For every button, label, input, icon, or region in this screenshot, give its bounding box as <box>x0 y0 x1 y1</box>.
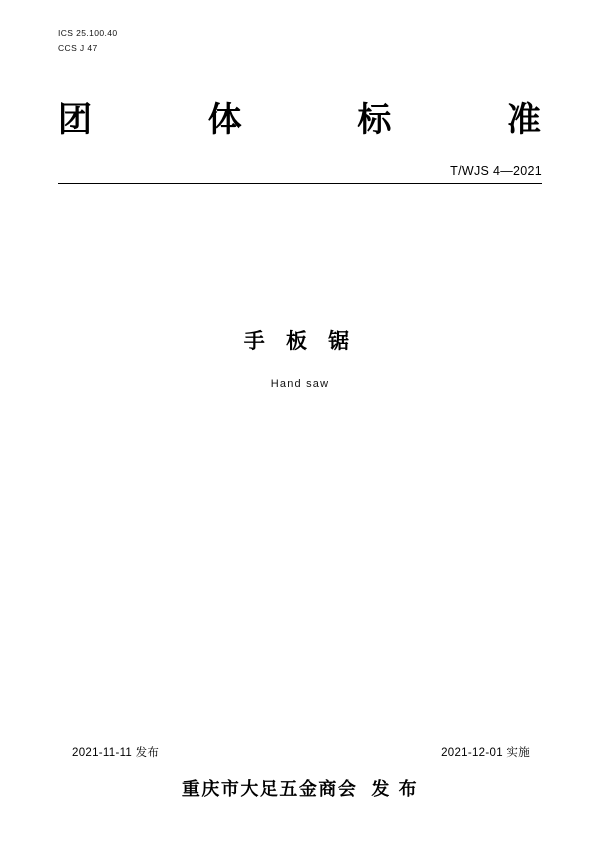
document-title-en: Hand saw <box>270 378 330 390</box>
standard-type-char-1: 团 <box>58 100 93 140</box>
standard-type-char-2: 体 <box>207 100 243 140</box>
issue-date: 2021-11-11 发布 <box>72 747 160 759</box>
effective-date: 2021-12-01 实施 <box>441 747 530 759</box>
standard-type-char-3: 标 <box>357 100 393 140</box>
standard-type-heading <box>58 100 542 140</box>
publisher-name: 重庆市大足五金商会 <box>181 779 358 800</box>
ics-code: ICS 25.100.40 <box>58 28 118 38</box>
standard-number: T/WJS 4—2021 <box>450 164 542 178</box>
standard-type-char-4: 准 <box>506 100 542 140</box>
ccs-code: CCS J 47 <box>58 43 98 53</box>
publisher-action: 发 布 <box>371 779 419 800</box>
document-title-cn: 手 板 锯 <box>243 329 357 353</box>
header-divider <box>58 183 542 184</box>
publisher-line <box>0 775 600 801</box>
classification-codes <box>58 26 118 56</box>
date-row <box>72 744 530 760</box>
